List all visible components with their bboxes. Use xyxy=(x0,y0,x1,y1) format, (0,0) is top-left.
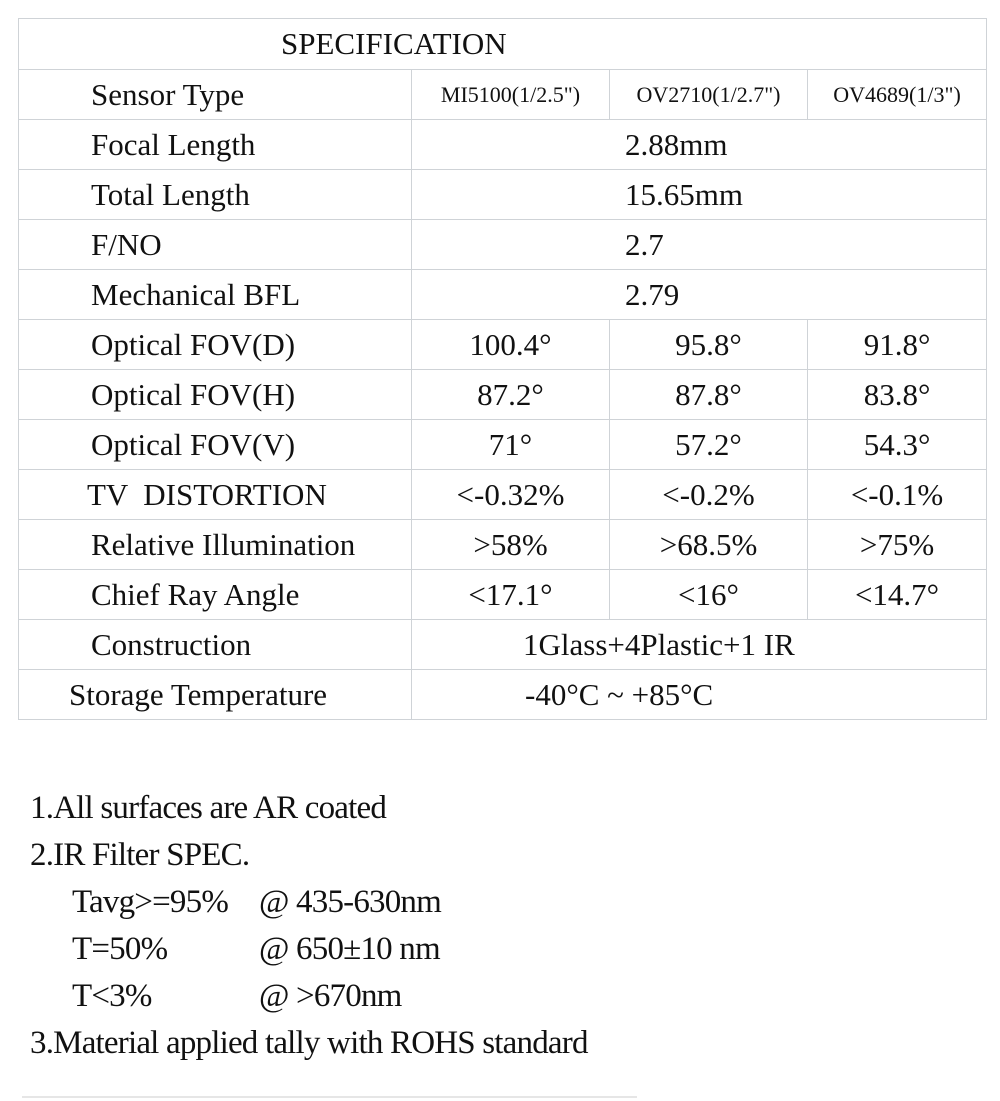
notes-section xyxy=(30,785,588,1067)
row-label: Relative Illumination xyxy=(19,520,412,570)
row-value: >75% xyxy=(808,520,987,570)
ir-spec-condition: Tavg>=95% xyxy=(72,884,229,920)
row-value: >58% xyxy=(412,520,610,570)
row-value: 1Glass+4Plastic+1 IR xyxy=(412,620,987,670)
bottom-divider xyxy=(22,1096,637,1098)
row-value: 2.7 xyxy=(412,220,987,270)
row-value: 95.8° xyxy=(610,320,808,370)
row-value: <-0.32% xyxy=(412,470,610,520)
row-label: Construction xyxy=(19,620,412,670)
row-label: Mechanical BFL xyxy=(19,270,412,320)
row-value: 15.65mm xyxy=(412,170,987,220)
row-value: 54.3° xyxy=(808,420,987,470)
note-ar-coated: 1.All surfaces are AR coated xyxy=(30,790,387,826)
table-row xyxy=(19,620,987,670)
table-row xyxy=(19,670,987,720)
specification-table xyxy=(18,18,986,720)
row-value: 2.88mm xyxy=(412,120,987,170)
sensor-ov4689: OV4689(1/3") xyxy=(808,70,987,120)
row-value: 87.2° xyxy=(412,370,610,420)
row-label: Storage Temperature xyxy=(19,670,412,720)
row-label: TV DISTORTION xyxy=(19,470,412,520)
table-row xyxy=(19,270,987,320)
table-row xyxy=(19,370,987,420)
ir-spec-range: @ >670nm xyxy=(259,978,402,1014)
row-label-sensor-type: Sensor Type xyxy=(19,70,412,120)
row-value: 57.2° xyxy=(610,420,808,470)
row-value: <14.7° xyxy=(808,570,987,620)
row-value: <-0.2% xyxy=(610,470,808,520)
row-value: 71° xyxy=(412,420,610,470)
row-label: Optical FOV(H) xyxy=(19,370,412,420)
table-row xyxy=(19,220,987,270)
note-rohs: 3.Material applied tally with ROHS standard xyxy=(30,1025,588,1061)
ir-spec-line xyxy=(30,926,588,973)
ir-spec-condition: T<3% xyxy=(72,978,152,1014)
row-value: 91.8° xyxy=(808,320,987,370)
row-value: <-0.1% xyxy=(808,470,987,520)
ir-spec-line xyxy=(30,973,588,1020)
ir-spec-condition: T=50% xyxy=(72,931,168,967)
sensor-ov2710: OV2710(1/2.7") xyxy=(610,70,808,120)
row-value: 100.4° xyxy=(412,320,610,370)
row-label: Optical FOV(D) xyxy=(19,320,412,370)
note-ir-filter: 2.IR Filter SPEC. xyxy=(30,837,250,873)
table-row xyxy=(19,120,987,170)
table-title: SPECIFICATION xyxy=(19,19,987,70)
ir-spec-range: @ 650±10 nm xyxy=(259,931,440,967)
table-row xyxy=(19,470,987,520)
row-label: Optical FOV(V) xyxy=(19,420,412,470)
row-value: >68.5% xyxy=(610,520,808,570)
table-row xyxy=(19,170,987,220)
row-value: <17.1° xyxy=(412,570,610,620)
table-row xyxy=(19,420,987,470)
table-title-row xyxy=(19,19,987,70)
row-label: Focal Length xyxy=(19,120,412,170)
table-row xyxy=(19,320,987,370)
row-value: <16° xyxy=(610,570,808,620)
row-label: Chief Ray Angle xyxy=(19,570,412,620)
row-value: -40°C ~ +85°C xyxy=(412,670,987,720)
row-value: 87.8° xyxy=(610,370,808,420)
ir-spec-line xyxy=(30,879,588,926)
ir-spec-range: @ 435-630nm xyxy=(259,884,441,920)
sensor-mi5100: MI5100(1/2.5") xyxy=(412,70,610,120)
row-label: F/NO xyxy=(19,220,412,270)
row-value: 2.79 xyxy=(412,270,987,320)
row-label: Total Length xyxy=(19,170,412,220)
table-row xyxy=(19,520,987,570)
table-row xyxy=(19,70,987,120)
row-value: 83.8° xyxy=(808,370,987,420)
table-row xyxy=(19,570,987,620)
